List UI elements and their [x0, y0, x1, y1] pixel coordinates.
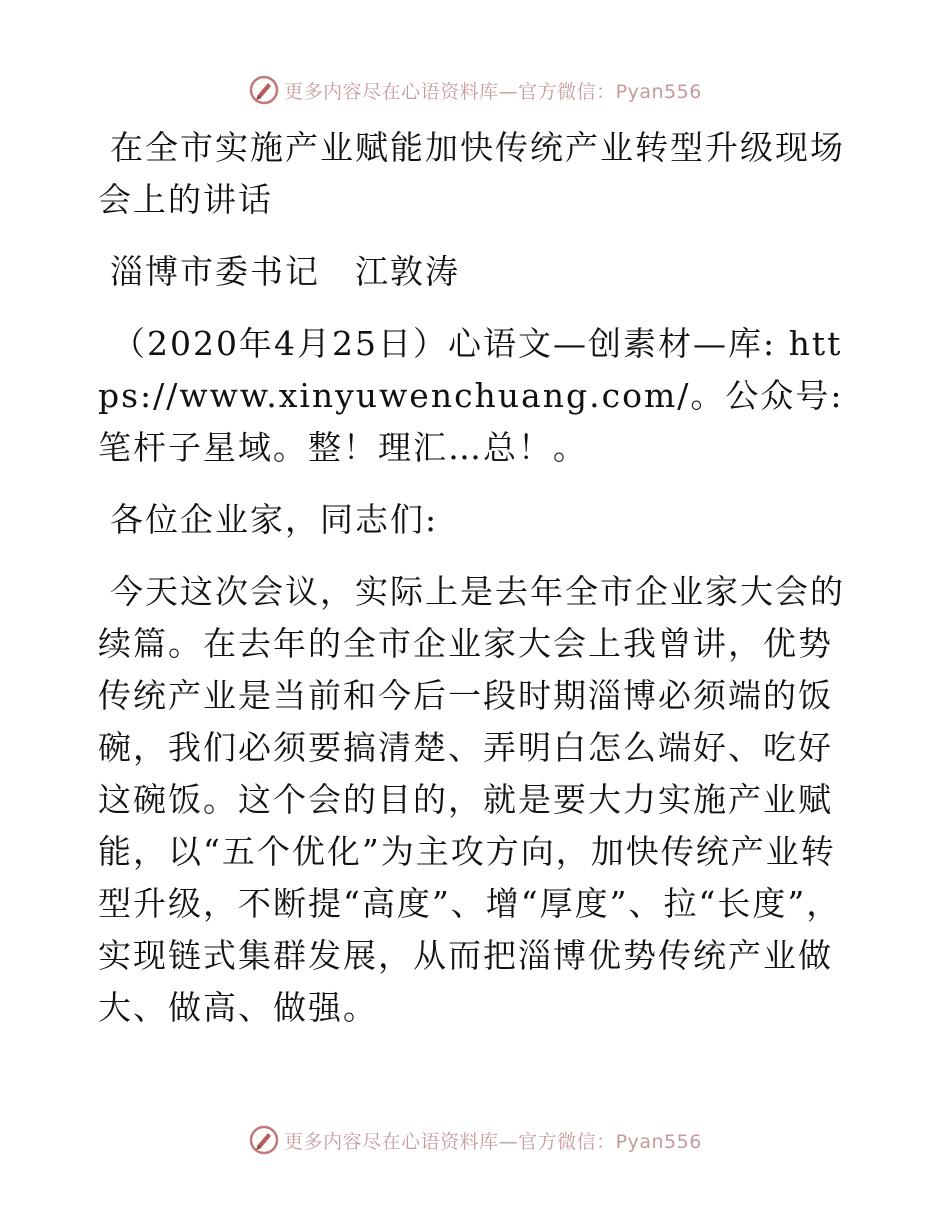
document-date-line: （2020年4月25日）心语文—创素材—库: https://www.xinyuwenchuang.com/。公众号: 笔杆子星域。整！理汇…总！。: [98, 324, 844, 467]
document-body: [98, 122, 858, 1054]
logo-icon: [248, 1124, 280, 1156]
header-watermark: [0, 70, 950, 110]
watermark-text: 更多内容尽在心语资料库—官方微信：Pyan556: [284, 80, 702, 103]
logo-icon: [248, 74, 280, 106]
document-paragraph: 今天这次会议，实际上是去年全市企业家大会的续篇。在去年的全市企业家大会上我曾讲，优势传统产业是当前和今后一段时期淄博必须端的饭碗，我们必须要搞清楚、弄明白怎么端好、吃好这碗饭。这个会的目的，就是要大力实施产业赋能，以“五个优化”为主攻方向，加快传统产业转型升级，不断提“高度”、增“厚度”、拉“长度”，实现链式集群发展，从而把淄博优势传统产业做大、做高、做强。: [98, 572, 845, 1027]
footer-watermark: [0, 1120, 950, 1160]
document-title: 在全市实施产业赋能加快传统产业转型升级现场会上的讲话: [98, 128, 845, 219]
document-greeting: 各位企业家，同志们:: [110, 500, 439, 539]
watermark-text: 更多内容尽在心语资料库—官方微信：Pyan556: [284, 1130, 702, 1153]
document-author: 淄博市委书记 江敦涛: [110, 252, 460, 291]
